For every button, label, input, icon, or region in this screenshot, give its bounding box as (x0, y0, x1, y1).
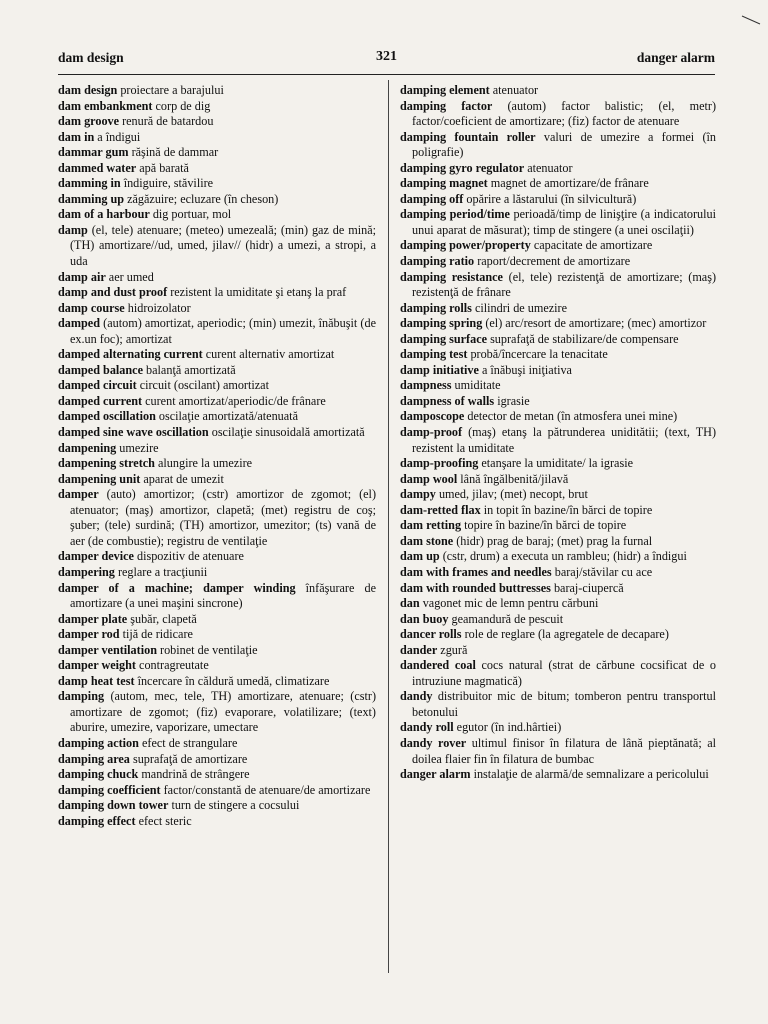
dictionary-entry (58, 798, 376, 814)
headword: dam design (58, 83, 118, 97)
dictionary-entry (58, 658, 376, 674)
definition: umezire (119, 440, 159, 455)
headword: damp initiative (400, 362, 479, 377)
definition: (el) arc/resort de amortizare; (mec) amortizor (485, 316, 707, 331)
headword: damped sine wave oscillation (58, 425, 209, 440)
definition: atenuator (527, 160, 573, 175)
definition: încercare în căldură umedă, climatizare (137, 673, 330, 688)
definition: circuit (oscilant) amortizat (139, 378, 269, 393)
dictionary-entry (400, 581, 716, 597)
dictionary-entry (400, 409, 716, 425)
page-number: 321 (376, 49, 397, 64)
definition: curent alternativ amortizat (205, 347, 335, 362)
dictionary-entry (58, 767, 376, 783)
definition: cilindri de umezire (474, 300, 567, 315)
dictionary-entry (400, 301, 716, 317)
dictionary-entry (400, 472, 716, 488)
definition: (maş) etanş la pătrunderea uniditătii; (text, TH) rezistent la umiditate (412, 425, 716, 455)
headword: dan buoy (400, 611, 449, 626)
dictionary-entry (58, 363, 376, 379)
definition: igrasie (497, 393, 530, 408)
headword: damp course (58, 300, 125, 315)
dictionary-entry (400, 161, 716, 177)
definition: îndiguire, stăvilire (123, 176, 214, 191)
dictionary-entry (58, 394, 376, 410)
dictionary-entry (400, 503, 716, 519)
headword: dampening stretch (58, 456, 155, 471)
column-divider (388, 80, 389, 973)
headword: damper rod (58, 627, 120, 642)
definition: şubăr, clapetă (130, 611, 197, 626)
definition: rezistent la umiditate şi etanş la praf (170, 285, 347, 300)
dictionary-entry (400, 643, 716, 659)
definition: suprafaţă de amortizare (132, 751, 248, 766)
headword: damping period/time (400, 207, 510, 222)
definition: opărire a lăstarului (în silvicultură) (466, 191, 637, 206)
definition: a înăbuşi iniţiativa (481, 362, 572, 377)
dictionary-entry (58, 689, 376, 736)
dictionary-entry (400, 487, 716, 503)
definition: reglare a tracţiunii (117, 564, 208, 579)
headword: damping action (58, 735, 139, 750)
right-guide-word: danger alarm (636, 50, 715, 65)
dictionary-entry (400, 332, 716, 348)
headword: damping surface (400, 331, 488, 346)
page-header (58, 50, 715, 70)
headword: dampness of walls (400, 393, 495, 408)
definition: (hidr) prag de baraj; (met) prag la furnal (456, 533, 653, 548)
headword: dammar gum (58, 145, 129, 160)
left-column (58, 83, 376, 829)
definition: (auto) amortizor; (cstr) amortizor de zgomot; (el) atenuator; (maş) amortizor, clapetă; (met) registru de coş; şuber; (tele) surdină; (TH) amortizor, umezitor; (ts) vană de aer (de combustie); registru de ventilaţie (70, 487, 377, 548)
dictionary-entry (400, 612, 716, 628)
headword: damping test (400, 347, 468, 362)
headword: dam-retted flax (400, 502, 481, 517)
dictionary-entry (400, 238, 716, 254)
definition: aer umed (108, 269, 154, 284)
definition: dig portuar, mol (152, 207, 232, 222)
definition: probă/încercare la tenacitate (470, 347, 608, 362)
headword: damper (58, 487, 99, 502)
headword: damping power/property (400, 238, 531, 253)
dictionary-entry (58, 441, 376, 457)
dictionary-entry (400, 534, 716, 550)
headword: dander (400, 642, 438, 657)
definition: tijă de ridicare (122, 627, 193, 642)
definition: (el, tele) atenuare; (meteo) umezeală; (min) gaz de mină; (TH) amortizare//ud, umed, jilav// (hidr) a umezi, a stropi, a uda (70, 222, 376, 269)
dictionary-entry (58, 472, 376, 488)
dictionary-entry (400, 378, 716, 394)
headword: dam with frames and needles (400, 564, 552, 579)
headword: dandered coal (400, 658, 476, 673)
definition: (cstr, drum) a executa un rambleu; (hidr) a îndigui (442, 549, 687, 564)
definition: răşină de dammar (131, 145, 219, 160)
definition: balanţă amortizată (146, 362, 236, 377)
definition: efect steric (138, 813, 192, 828)
headword: damping effect (58, 813, 136, 828)
dictionary-entry (400, 207, 716, 238)
headword: damper weight (58, 658, 136, 673)
headword: damper plate (58, 611, 128, 626)
dictionary-entry (58, 83, 376, 99)
dictionary-entry (400, 627, 716, 643)
headword: damp and dust proof (58, 285, 168, 300)
definition: curent amortizat/aperiodic/de frânare (145, 393, 326, 408)
dictionary-entry (400, 549, 716, 565)
definition: atenuator (492, 83, 539, 97)
definition: contragreutate (139, 658, 209, 673)
headword: damp air (58, 269, 106, 284)
definition: instalaţie de alarmă/de semnalizare a pericolului (473, 767, 709, 782)
definition: topire în bazine/în bărci de topire (464, 518, 627, 533)
headword: damp heat test (58, 673, 135, 688)
definition: dispozitiv de atenuare (136, 549, 244, 564)
dictionary-entry (58, 612, 376, 628)
definition: perioadă/timp de linişţire (a indicatorului unui aparat de măsurat); timp de stingere (a unei oscilaţii) (412, 207, 717, 237)
dictionary-entry (400, 192, 716, 208)
definition: zgură (440, 642, 468, 657)
dictionary-entry (400, 518, 716, 534)
dictionary-entry (400, 658, 716, 689)
headword: dampy (400, 487, 436, 502)
definition: oscilaţie sinusoidală amortizată (211, 425, 365, 440)
dictionary-entry (400, 316, 716, 332)
definition: a îndigui (97, 129, 141, 144)
dictionary-entry (58, 674, 376, 690)
definition: valuri de umezire a formei (în poligrafie) (412, 129, 716, 160)
dictionary-entry (400, 736, 716, 767)
dictionary-entry (400, 565, 716, 581)
dictionary-entry (58, 581, 376, 612)
headword: damp (58, 222, 88, 237)
headword: dampering (58, 564, 115, 579)
dictionary-entry (58, 316, 376, 347)
definition: alungire la umezire (158, 456, 253, 471)
headword: dampening (58, 440, 117, 455)
headword: dan (400, 596, 420, 611)
dictionary-entry (58, 378, 376, 394)
dictionary-entry (58, 270, 376, 286)
headword: dammed water (58, 160, 137, 175)
headword: damming in (58, 176, 121, 191)
definition: renură de batardou (122, 114, 214, 129)
definition: baraj-ciupercă (553, 580, 624, 595)
definition: (autom) amortizat, aperiodic; (min) umezit, înăbuşit (de ex.un foc); amortizat (70, 316, 376, 346)
headword: dandy (400, 689, 433, 704)
dictionary-entry (400, 83, 716, 99)
definition: mandrină de strângere (141, 767, 250, 782)
definition: geamandură de pescuit (451, 611, 564, 626)
dictionary-entry (58, 301, 376, 317)
headword: damp-proof (400, 425, 463, 440)
left-guide-word: dam design (58, 50, 124, 65)
headword: damper ventilation (58, 642, 157, 657)
headword: damping (58, 689, 105, 704)
headword: damping area (58, 751, 130, 766)
dictionary-entry (400, 176, 716, 192)
headword: damping fountain roller (400, 129, 536, 144)
definition: hidroizolator (127, 300, 191, 315)
dictionary-entry (58, 223, 376, 270)
headword: damping off (400, 191, 464, 206)
headword: damping gyro regulator (400, 160, 525, 175)
dictionary-entry (400, 130, 716, 161)
headword: dancer rolls (400, 627, 462, 642)
dictionary-entry (58, 487, 376, 549)
headword: damped oscillation (58, 409, 156, 424)
headword: damposcope (400, 409, 465, 424)
headword: dam groove (58, 114, 120, 129)
dictionary-entry (58, 565, 376, 581)
dictionary-entry (58, 456, 376, 472)
definition: factor/constantă de atenuare/de amortizare (163, 782, 371, 797)
dictionary-entry (58, 425, 376, 441)
dictionary-entry (58, 161, 376, 177)
right-column (400, 83, 716, 783)
headword: damping magnet (400, 176, 488, 191)
headword: dam up (400, 549, 440, 564)
definition: capacitate de amortizare (533, 238, 653, 253)
dictionary-entry (400, 394, 716, 410)
dictionary-entry (58, 736, 376, 752)
headword: dam in (58, 129, 95, 144)
headword: dam retting (400, 518, 462, 533)
scan-mark (741, 14, 761, 26)
dictionary-entry (58, 783, 376, 799)
dictionary-entry (400, 689, 716, 720)
headword: danger alarm (400, 767, 471, 782)
dictionary-entry (58, 285, 376, 301)
definition: ultimul finisor în filatura de lână pieptănată; al doilea flaier fin în filatura de bumbac (412, 735, 717, 766)
definition: lână îngălbenită/jilavă (460, 471, 569, 486)
headword: damper device (58, 549, 134, 564)
headword: damping factor (400, 98, 493, 113)
definition: apă barată (139, 160, 189, 175)
header-rule (58, 74, 715, 75)
definition: turn de stingere a cocsului (171, 798, 300, 813)
dictionary-entry (58, 814, 376, 830)
dictionary-entry (58, 627, 376, 643)
dictionary-entry (58, 130, 376, 146)
definition: (el, tele) rezistenţă de amortizare; (maş) rezistenţă de frânare (412, 269, 717, 300)
headword: damped current (58, 393, 143, 408)
dictionary-entry (400, 254, 716, 270)
definition: baraj/stăvilar cu ace (554, 564, 653, 579)
headword: dam embankment (58, 98, 153, 113)
dictionary-entry (58, 347, 376, 363)
headword: damping element (400, 83, 490, 97)
headword: damp wool (400, 471, 458, 486)
dictionary-entry (400, 99, 716, 130)
headword: dampness (400, 378, 452, 393)
definition: detector de metan (în atmosfera unei mine) (467, 409, 678, 424)
headword: damped (58, 316, 100, 331)
headword: damping rolls (400, 300, 472, 315)
definition: efect de strangulare (141, 735, 238, 750)
definition: raport/decrement de amortizare (477, 254, 631, 269)
headword: damping down tower (58, 798, 169, 813)
headword: dampening unit (58, 471, 141, 486)
dictionary-entry (400, 596, 716, 612)
headword: damping chuck (58, 767, 139, 782)
definition: (autom) factor balistic; (el, metr) factor/coeficient de amortizare; (fiz) factor de atenuare (412, 98, 716, 129)
dictionary-entry (58, 114, 376, 130)
definition: înfăşurare de amortizare (a unei maşini sincrone) (70, 580, 376, 611)
dictionary-entry (400, 270, 716, 301)
headword: damping coefficient (58, 782, 161, 797)
headword: damped circuit (58, 378, 137, 393)
definition: corp de dig (155, 98, 211, 113)
definition: suprafaţă de stabilizare/de compensare (490, 331, 679, 346)
definition: distribuitor mic de bitum; tomberon pentru transportul betonului (412, 689, 716, 719)
definition: proiectare a barajului (120, 83, 224, 97)
headword: damping ratio (400, 254, 475, 269)
definition: umiditate (454, 378, 501, 393)
headword: damper of a machine; damper winding (58, 580, 296, 595)
definition: oscilaţie amortizată/atenuată (158, 409, 298, 424)
dictionary-entry (58, 549, 376, 565)
definition: (autom, mec, tele, TH) amortizare, atenuare; (cstr) amortizare de zgomot; (fiz) evaporare, volatilizare; (text) aburire, umezire, vaporizare, umectare (70, 689, 377, 735)
definition: egutor (în ind.hârtiei) (456, 720, 562, 735)
dictionary-entry (58, 643, 376, 659)
dictionary-entry (400, 425, 716, 456)
definition: magnet de amortizare/de frânare (490, 176, 649, 191)
headword: damped balance (58, 362, 143, 377)
dictionary-entry (58, 99, 376, 115)
headword: damp-proofing (400, 456, 479, 471)
definition: aparat de umezit (143, 471, 224, 486)
headword: damped alternating current (58, 347, 203, 362)
dictionary-entry (58, 409, 376, 425)
headword: dandy roll (400, 720, 454, 735)
definition: umed, jilav; (met) necopt, brut (438, 487, 588, 502)
headword: damming up (58, 191, 125, 206)
definition: etanşare la umiditate/ la igrasie (481, 456, 633, 471)
headword: dandy rover (400, 735, 467, 750)
definition: vagonet mic de lemn pentru cărbuni (422, 596, 599, 611)
definition: cocs natural (strat de cărbune cocsificat de o intruziune magmatică) (412, 658, 716, 688)
dictionary-entry (400, 720, 716, 736)
definition: in topit în bazine/în bărci de topire (483, 502, 653, 517)
dictionary-entry (58, 207, 376, 223)
dictionary-entry (400, 456, 716, 472)
dictionary-entry (400, 767, 716, 783)
definition: zăgăzuire; ecluzare (în cheson) (127, 191, 279, 206)
dictionary-entry (400, 347, 716, 363)
dictionary-entry (400, 363, 716, 379)
dictionary-entry (58, 145, 376, 161)
headword: damping spring (400, 316, 483, 331)
headword: dam with rounded buttresses (400, 580, 551, 595)
dictionary-entry (58, 752, 376, 768)
dictionary-entry (58, 176, 376, 192)
definition: robinet de ventilaţie (160, 642, 258, 657)
headword: damping resistance (400, 269, 503, 284)
definition: role de reglare (la agregatele de decapare) (464, 627, 669, 642)
dictionary-entry (58, 192, 376, 208)
headword: dam of a harbour (58, 207, 150, 222)
headword: dam stone (400, 533, 454, 548)
